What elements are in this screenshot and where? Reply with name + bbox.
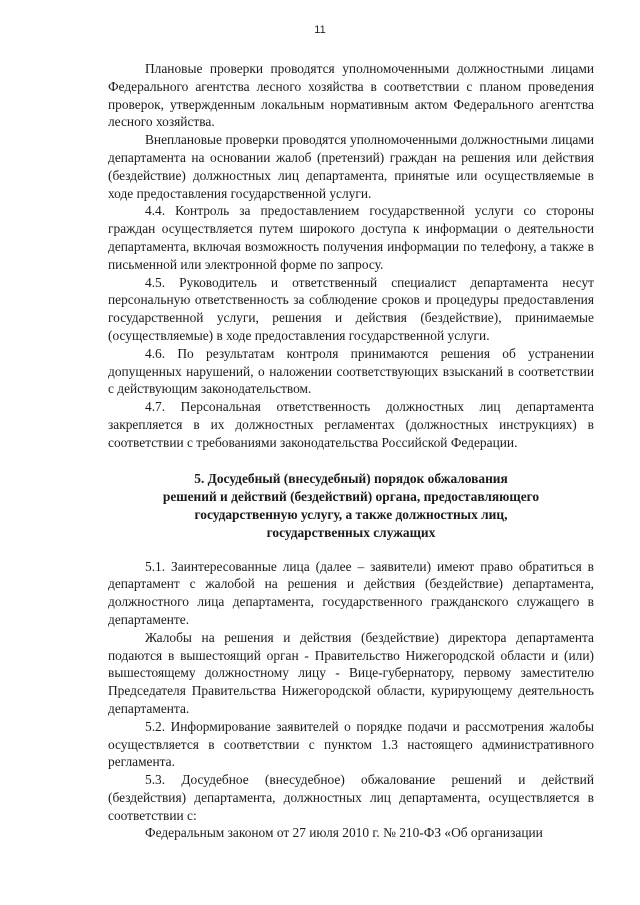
document-body: [108, 60, 594, 842]
paragraph-federal-law: Федеральным законом от 27 июля 2010 г. № 210-ФЗ «Об организации: [145, 825, 543, 841]
paragraph-4-5: 4.5. Руководитель и ответственный специалист департамента несут персональную ответственность за соблюдение сроков и процедуры предоставления государственной услуги, решения и действия (бездействие), принимаемые (осуществляемые) в ходе предоставления государственной услуги.: [108, 274, 594, 343]
paragraph-unplanned-inspections: Внеплановые проверки проводятся уполномоченными должностными лицами департамента на основании жалоб (претензий) граждан на решения или действия (бездействие) должностных лиц департамента, принятые или осуществляемые в ходе предоставления государственной услуги.: [108, 132, 594, 201]
paragraph-4-6: 4.6. По результатам контроля принимаются решения об устранении допущенных нарушений, о наложении соответствующих взысканий в соответствии с действующим законодательством.: [108, 345, 594, 397]
paragraph-planned-inspections: Плановые проверки проводятся уполномоченными должностными лицами Федерального агентства лесного хозяйства в соответствии с планом проведения проверок, утвержденным локальным нормативным актом Федерального агентства лесного хозяйства.: [108, 61, 594, 130]
page-number: 11: [314, 24, 326, 36]
paragraph-4-4: 4.4. Контроль за предоставлением государственной услуги со стороны граждан осуществляется путем широкого доступа к информации о деятельности департамента, включая возможность получения информации по телефону, а также в письменной или электронной форме по запросу.: [108, 203, 594, 272]
section-title-line: решений и действий (бездействий) органа, предоставляющего: [162, 488, 540, 504]
paragraph-5-2: 5.2. Информирование заявителей о порядке подачи и рассмотрения жалобы осуществляется в соответствии с пунктом 1.3 настоящего административного регламента.: [108, 718, 594, 770]
paragraph-complaints-director: Жалобы на решения и действия (бездействие) директора департамента подаются в вышестоящий орган - Правительство Нижегородской области и (или) вышестоящему должностному лицу - Вице-губернатору, первому заместителю Председателя Правительства Нижегородской области, курирующему деятельность департамента.: [108, 629, 594, 716]
section-5-title: [108, 470, 594, 542]
paragraph-4-7: 4.7. Персональная ответственность должностных лиц департамента закрепляется в их должностных регламентах (должностных инструкциях) в соответствии с требованиями законодательства Российской Федерации.: [108, 399, 594, 450]
section-title-line: 5. Досудебный (внесудебный) порядок обжалования: [194, 470, 508, 486]
section-title-line: государственную услугу, а также должностных лиц,: [194, 506, 508, 522]
section-title-line: государственных служащих: [266, 524, 436, 540]
paragraph-5-1: 5.1. Заинтересованные лица (далее – заявители) имеют право обратиться в департамент с жалобой на решения и действия (бездействие) департамента, должностного лица департамента, государственного гражданского служащего в департаменте.: [108, 558, 594, 627]
paragraph-5-3: 5.3. Досудебное (внесудебное) обжалование решений и действий (бездействия) департамента, должностных лиц департамента, осуществляется в соответствии с:: [108, 772, 594, 823]
